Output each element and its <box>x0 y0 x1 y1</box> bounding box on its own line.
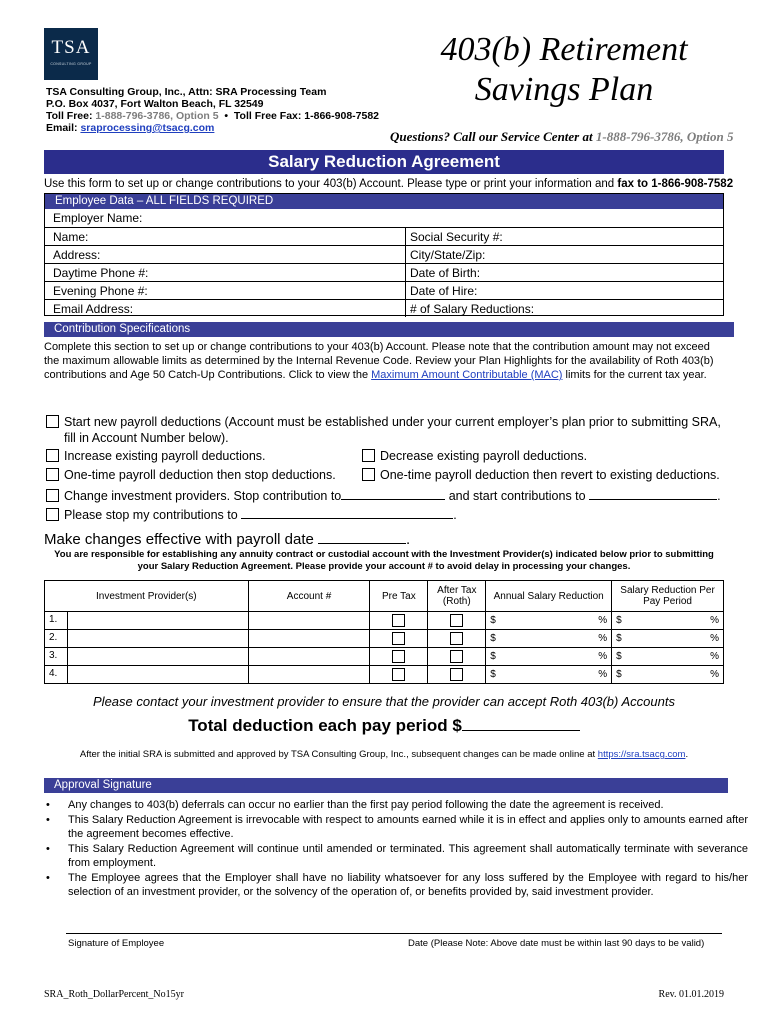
contact-block <box>46 86 379 134</box>
account-cell[interactable] <box>248 648 370 666</box>
employee-data-section <box>44 193 724 316</box>
date-label: Date (Please Note: Above date must be within last 90 days to be valid) <box>408 938 705 949</box>
col-perpay: Salary Reduction Per Pay Period <box>612 581 724 612</box>
provider-cell[interactable]: 3. <box>45 648 249 666</box>
signature-label: Signature of Employee <box>68 938 165 949</box>
annual-cell[interactable]: $ % <box>486 666 612 684</box>
list-item: • This Salary Reduction Agreement will continue until amended or terminated. This agreement shall automatically terminate with severance from employment. <box>68 842 748 870</box>
contact-line-3: Toll Free: 1-888-796-3786, Option 5 • Toll Free Fax: 1-866-908-7582 <box>46 110 380 122</box>
col-annual: Annual Salary Reduction <box>486 581 612 612</box>
table-row <box>45 666 724 684</box>
aftertax-cell[interactable] <box>428 666 486 684</box>
stop-contrib-blank[interactable] <box>241 506 453 519</box>
employee-row[interactable]: Address: City/State/Zip: <box>45 245 723 263</box>
employee-row[interactable]: Daytime Phone #: Date of Birth: <box>45 263 723 281</box>
responsibility-note: You are responsible for establishing any annuity contract or custodial account with the Investment Provider(s) indicated below prior to submitting your Salary Reduction Agreement. Please provide your account # to avoid delay in processing your changes. <box>54 549 714 572</box>
option-onetime-stop[interactable]: One-time payroll deduction then stop deductions. <box>46 468 336 482</box>
option-start-new[interactable]: Start new payroll deductions (Account must be established under your current employer’s plan prior to submitting SRA, <box>46 415 721 429</box>
checkbox[interactable] <box>46 508 59 521</box>
checkbox[interactable] <box>450 650 463 663</box>
perpay-cell[interactable]: $ % <box>612 648 724 666</box>
col-pretax: Pre Tax <box>370 581 428 612</box>
list-item: • The Employee agrees that the Employer shall have no liability whatsoever for any loss suffered by the Employee with regard to his/her selection of an investment provider, or the solvency of the operation of, or benefits provided by, said investment provider. <box>68 871 748 899</box>
mac-link[interactable]: Maximum Amount Contributable (MAC) <box>371 369 563 381</box>
employee-data-header: Employee Data – ALL FIELDS REQUIRED <box>45 194 723 209</box>
form-banner: Salary Reduction Agreement <box>44 150 724 174</box>
option-increase[interactable]: Increase existing payroll deductions. <box>46 449 266 463</box>
contact-line-4: Email: sraprocessing@tsacg.com <box>46 122 215 134</box>
tsa-logo: TSA CONSULTING GROUP <box>44 28 98 80</box>
perpay-cell[interactable]: $ % <box>612 666 724 684</box>
approval-header: Approval Signature <box>44 778 728 793</box>
email-link[interactable]: sraprocessing@tsacg.com <box>80 122 215 134</box>
checkbox[interactable] <box>392 650 405 663</box>
aftertax-cell[interactable] <box>428 630 486 648</box>
col-account: Account # <box>248 581 370 612</box>
stop-provider-blank[interactable] <box>341 487 445 500</box>
contribution-text: Complete this section to set up or change contributions to your 403(b) Account. Please note that the contribution amount may not exceed the maximum allowable limits as determined by the Internal Revenue Code. Review your Plan Highlights for the availability of Roth 403(b) contributions and Age 50 Catch-Up Contributions. Click to view the Maximum Amount Contributable (MAC) limits for the current tax year. <box>44 341 714 381</box>
checkbox[interactable] <box>362 449 375 462</box>
checkbox[interactable] <box>46 468 59 481</box>
account-cell[interactable] <box>248 630 370 648</box>
account-cell[interactable] <box>248 666 370 684</box>
checkbox[interactable] <box>450 668 463 681</box>
start-provider-blank[interactable] <box>589 487 717 500</box>
perpay-cell[interactable]: $ % <box>612 630 724 648</box>
pretax-cell[interactable] <box>370 648 428 666</box>
checkbox[interactable] <box>392 632 405 645</box>
total-blank[interactable] <box>462 714 580 731</box>
service-center-note: Questions? Call our Service Center at 1-888-796-3786, Option 5 <box>390 129 734 144</box>
option-stop-contrib[interactable]: Please stop my contributions to . <box>46 506 457 522</box>
contact-line-2: P.O. Box 4037, Fort Walton Beach, FL 32549 <box>46 98 264 110</box>
option-start-new-cont: fill in Account Number below). <box>64 431 229 445</box>
checkbox[interactable] <box>392 668 405 681</box>
account-cell[interactable] <box>248 612 370 630</box>
col-aftertax: After Tax (Roth) <box>428 581 486 612</box>
payroll-date-blank[interactable] <box>318 528 406 544</box>
employee-row[interactable]: Name: Social Security #: <box>45 227 723 245</box>
employer-name-field[interactable]: Employer Name: <box>53 211 143 225</box>
provider-table <box>44 580 724 684</box>
annual-cell[interactable]: $ % <box>486 612 612 630</box>
list-item: • Any changes to 403(b) deferrals can occur no earlier than the first pay period following the date the agreement is received. <box>68 798 748 812</box>
col-provider: Investment Provider(s) <box>45 581 249 612</box>
payroll-date-line[interactable]: Make changes effective with payroll date . <box>44 528 410 548</box>
perpay-cell[interactable]: $ % <box>612 612 724 630</box>
table-row <box>45 648 724 666</box>
employee-row[interactable]: Evening Phone #: Date of Hire: <box>45 281 723 299</box>
checkbox[interactable] <box>46 489 59 502</box>
list-item: • This Salary Reduction Agreement is irrevocable with respect to amounts earned while it is in effect and applies only to amounts earned after the agreement becomes effective. <box>68 813 748 841</box>
option-change-providers[interactable]: Change investment providers. Stop contribution to and start contributions to . <box>46 487 721 503</box>
provider-cell[interactable]: 4. <box>45 666 249 684</box>
checkbox[interactable] <box>450 614 463 627</box>
intro-text: Use this form to set up or change contributions to your 403(b) Account. Please type or print your information and fax to 1-866-908-7582 <box>44 178 734 190</box>
aftertax-cell[interactable] <box>428 612 486 630</box>
contact-line-1: TSA Consulting Group, Inc., Attn: SRA Processing Team <box>46 86 327 98</box>
table-row <box>45 612 724 630</box>
signature-line[interactable] <box>66 933 722 934</box>
sra-link[interactable]: https://sra.tsacg.com <box>597 749 686 760</box>
option-decrease[interactable]: Decrease existing payroll deductions. <box>362 449 587 463</box>
annual-cell[interactable]: $ % <box>486 630 612 648</box>
annual-cell[interactable]: $ % <box>486 648 612 666</box>
roth-note: Please contact your investment provider to ensure that the provider can accept Roth 403(b) Accounts <box>93 694 675 709</box>
revision: Rev. 01.01.2019 <box>658 989 724 1000</box>
form-title: 403(b) Retirement Savings Plan <box>440 31 688 108</box>
pretax-cell[interactable] <box>370 612 428 630</box>
checkbox[interactable] <box>450 632 463 645</box>
aftertax-cell[interactable] <box>428 648 486 666</box>
checkbox[interactable] <box>392 614 405 627</box>
table-row <box>45 630 724 648</box>
form-id: SRA_Roth_DollarPercent_No15yr <box>44 989 184 1000</box>
pretax-cell[interactable] <box>370 630 428 648</box>
employee-row[interactable]: Email Address: # of Salary Reductions: <box>45 299 723 317</box>
online-changes-note: After the initial SRA is submitted and approved by TSA Consulting Group, Inc., subsequent changes can be made online at https://sra.tsacg.com. <box>79 749 689 760</box>
total-deduction[interactable]: Total deduction each pay period $ <box>44 714 724 736</box>
checkbox[interactable] <box>46 415 59 428</box>
provider-cell[interactable]: 2. <box>45 630 249 648</box>
option-onetime-revert[interactable]: One-time payroll deduction then revert to existing deductions. <box>362 468 720 482</box>
contribution-header: Contribution Specifications <box>44 322 734 337</box>
checkbox[interactable] <box>362 468 375 481</box>
provider-cell[interactable]: 1. <box>45 612 249 630</box>
approval-terms <box>44 798 748 900</box>
checkbox[interactable] <box>46 449 59 462</box>
pretax-cell[interactable] <box>370 666 428 684</box>
